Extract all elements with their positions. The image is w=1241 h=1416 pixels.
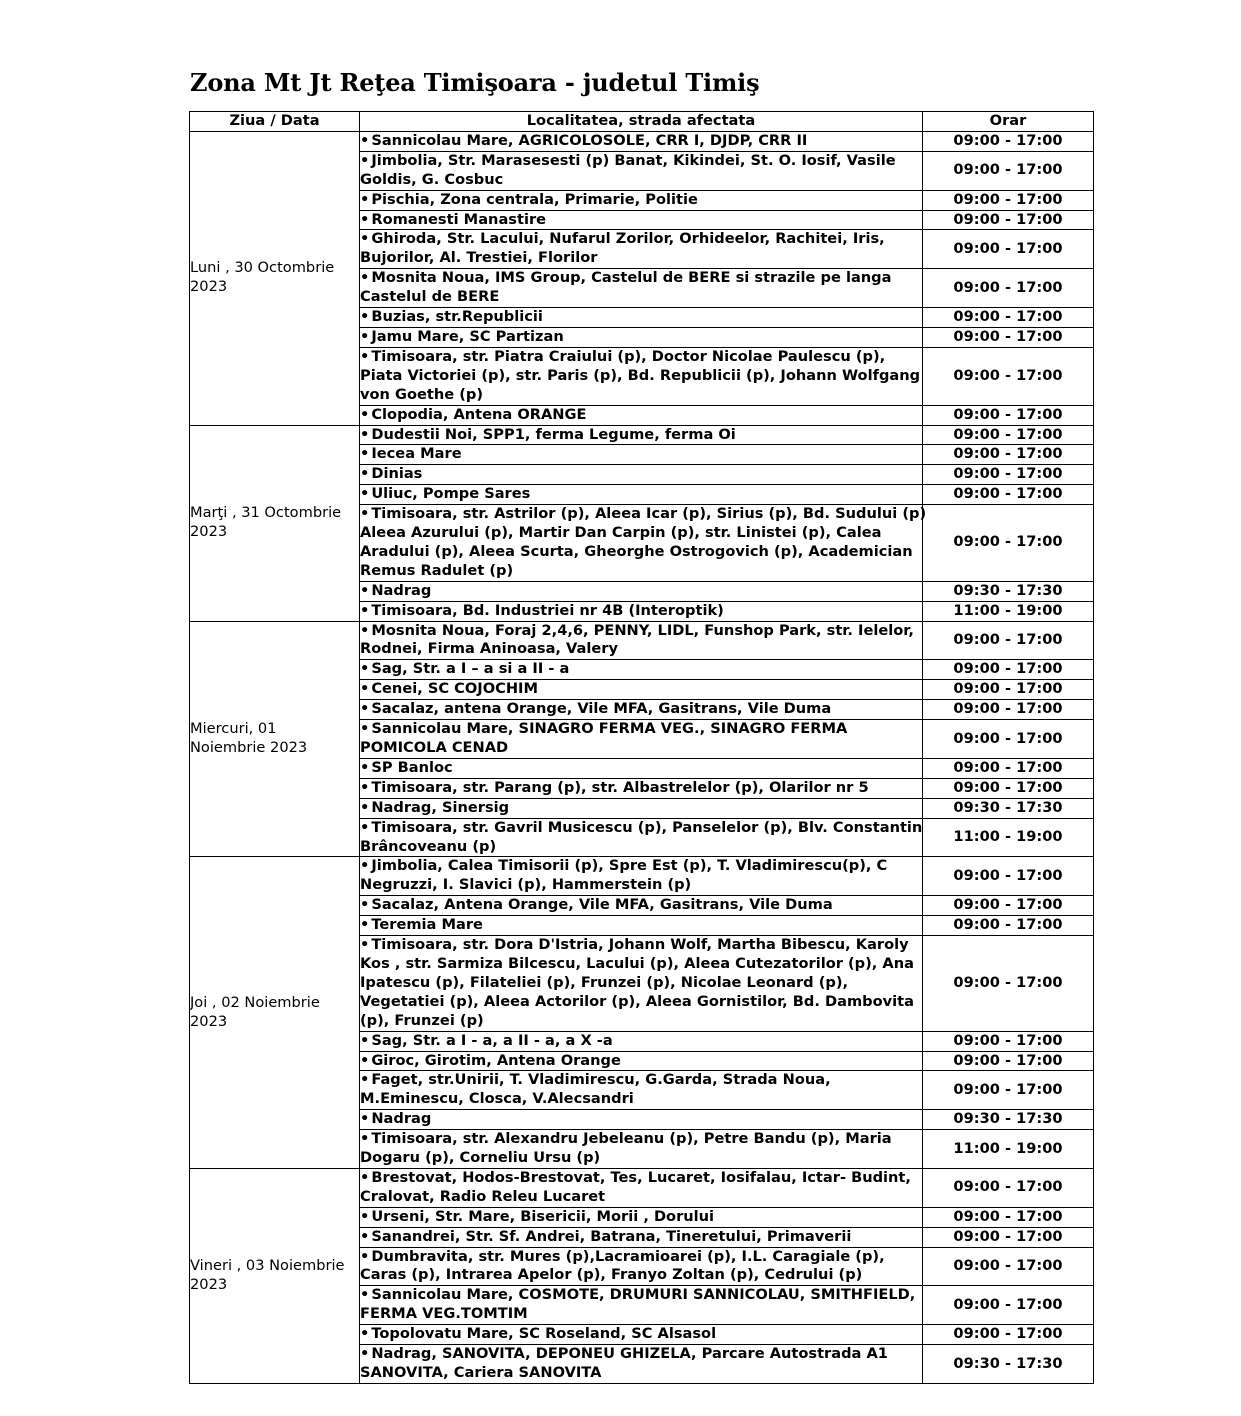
location-text: Negruzzi, I. Slavici (p), Hammerstein (p) (360, 876, 692, 894)
location-cell (360, 936, 923, 1032)
bullet-icon: • (360, 818, 370, 836)
day-date-text: Miercuri, 01 (190, 720, 277, 738)
location-text: Dinias (371, 465, 423, 483)
location-line (360, 1130, 922, 1149)
page-title: Zona Mt Jt Reţea Timişoara - judetul Timiş (190, 68, 760, 97)
schedule-time-cell: 11:00 - 19:00 (923, 818, 1094, 857)
schedule-time-cell: 09:00 - 17:00 (923, 425, 1094, 445)
location-line (360, 700, 922, 719)
bullet-icon: • (360, 485, 370, 503)
table-row (190, 857, 1094, 896)
day-date-cell (190, 131, 360, 425)
bullet-icon: • (360, 1071, 370, 1089)
schedule-time-cell: 09:00 - 17:00 (923, 131, 1094, 151)
location-text: von Goethe (p) (360, 385, 484, 403)
location-text: Jimbolia, Str. Marasesesti (p) Banat, Kikindei, St. O. Iosif, Vasile (371, 151, 896, 169)
header-schedule: Orar (923, 112, 1094, 132)
location-cell (360, 1247, 923, 1286)
location-line (360, 819, 922, 838)
schedule-time-cell: 09:00 - 17:00 (923, 269, 1094, 308)
bullet-icon: • (360, 1207, 370, 1225)
schedule-time-cell: 09:00 - 17:00 (923, 700, 1094, 720)
location-text: Rodnei, Firma Aninoasa, Valery (360, 640, 618, 658)
location-line (360, 1208, 922, 1227)
location-cell (360, 308, 923, 328)
location-cell (360, 210, 923, 230)
location-line (360, 1228, 922, 1247)
bullet-icon: • (360, 601, 370, 619)
location-line (360, 1325, 922, 1344)
schedule-time-cell: 09:00 - 17:00 (923, 936, 1094, 1032)
location-line (360, 505, 927, 524)
bullet-icon: • (360, 1130, 370, 1148)
location-line (360, 857, 922, 876)
location-line (360, 230, 922, 249)
location-text: Goldis, G. Cosbuc (360, 170, 504, 188)
schedule-time-cell: 09:00 - 17:00 (923, 465, 1094, 485)
day-date-text: Luni , 30 Octombrie (190, 259, 335, 277)
location-text: Aleea Azurului (p), Martir Dan Carpin (p), str. Linistei (p), Calea (360, 524, 882, 542)
bullet-icon: • (360, 700, 370, 718)
location-text: Timisoara, str. Parang (p), str. Albastrelelor (p), Olarilor nr 5 (371, 778, 869, 796)
location-cell (360, 1130, 923, 1169)
schedule-time-cell: 09:30 - 17:30 (923, 1345, 1094, 1384)
day-date-text: Vineri , 03 Noiembrie (190, 1257, 345, 1275)
schedule-time-cell: 09:00 - 17:00 (923, 758, 1094, 778)
location-text: FERMA VEG.TOMTIM (360, 1305, 528, 1323)
location-cell (360, 680, 923, 700)
schedule-time-cell: 09:00 - 17:00 (923, 1051, 1094, 1071)
location-line (360, 622, 922, 641)
location-cell (360, 1168, 923, 1207)
location-line (360, 759, 922, 778)
location-line (360, 720, 922, 739)
location-line (360, 1345, 922, 1364)
location-line (360, 406, 922, 425)
location-text: Sannicolau Mare, SINAGRO FERMA VEG., SINAGRO FERMA (371, 720, 848, 738)
day-date-cell (190, 621, 360, 857)
location-cell (360, 151, 923, 190)
location-line (360, 191, 922, 210)
bullet-icon: • (360, 1247, 370, 1265)
location-text: Timisoara, str. Alexandru Jebeleanu (p), Petre Bandu (p), Maria (371, 1130, 892, 1148)
location-text: Aradului (p), Aleea Scurta, Gheorghe Ostrogovich (p), Academician (360, 542, 913, 560)
table-row (190, 621, 1094, 660)
schedule-time-cell: 09:00 - 17:00 (923, 896, 1094, 916)
schedule-time-cell: 11:00 - 19:00 (923, 601, 1094, 621)
schedule-time-cell: 09:00 - 17:00 (923, 1207, 1094, 1227)
location-cell (360, 818, 923, 857)
location-text: Sag, Str. a I – a si a II - a (371, 660, 570, 678)
location-text: Uliuc, Pompe Sares (371, 485, 531, 503)
location-cell (360, 857, 923, 896)
location-line (360, 1286, 922, 1305)
location-text: Timisoara, str. Dora D'Istria, Johann Wolf, Martha Bibescu, Karoly (371, 936, 909, 954)
location-line (360, 328, 922, 347)
bullet-icon: • (360, 1031, 370, 1049)
schedule-time-cell: 09:00 - 17:00 (923, 720, 1094, 759)
day-date-text: 2023 (190, 1012, 228, 1030)
location-text: Faget, str.Unirii, T. Vladimirescu, G.Garda, Strada Noua, (371, 1071, 831, 1089)
location-text: Clopodia, Antena ORANGE (371, 405, 587, 423)
location-line (360, 896, 922, 915)
location-text: Ghiroda, Str. Lacului, Nufarul Zorilor, Orhideelor, Rachitei, Iris, (371, 230, 885, 248)
bullet-icon: • (360, 1325, 370, 1343)
location-text: Nadrag, SANOVITA, DEPONEU GHIZELA, Parcare Autostrada A1 (371, 1345, 888, 1363)
location-cell (360, 131, 923, 151)
day-date-text: Joi , 02 Noiembrie (190, 993, 320, 1011)
schedule-time-cell: 09:30 - 17:30 (923, 1110, 1094, 1130)
location-line (360, 308, 922, 327)
location-text: (p), Frunzei (p) (360, 1011, 484, 1029)
location-cell (360, 1286, 923, 1325)
location-line (360, 936, 922, 955)
location-line (360, 1110, 922, 1129)
bullet-icon: • (360, 1286, 370, 1304)
location-text: Teremia Mare (371, 916, 483, 934)
day-date-text: Marţi , 31 Octombrie (190, 504, 342, 522)
location-text: Mosnita Noua, IMS Group, Castelul de BERE si strazile pe langa (371, 269, 892, 287)
location-line (360, 1052, 922, 1071)
location-line (360, 680, 922, 699)
location-text: M.Eminescu, Closca, V.Alecsandri (360, 1090, 634, 1108)
location-cell (360, 1207, 923, 1227)
day-date-cell (190, 1168, 360, 1383)
table-header-row (190, 112, 1094, 132)
bullet-icon: • (360, 347, 370, 365)
location-text: POMICOLA CENAD (360, 739, 509, 756)
location-text: Brâncoveanu (p) (360, 837, 497, 855)
schedule-time-cell: 09:00 - 17:00 (923, 1031, 1094, 1051)
day-date-cell (190, 857, 360, 1169)
location-text: Timisoara, str. Astrilor (p), Aleea Icar (p), Sirius (p), Bd. Sudului (p) (371, 505, 927, 523)
location-cell (360, 425, 923, 445)
location-text: Kos , str. Sarmiza Bilcescu, Lacului (p), Aleea Cutezatorilor (p), Ana (360, 954, 914, 972)
bullet-icon: • (360, 327, 370, 345)
bullet-icon: • (360, 230, 370, 248)
location-cell (360, 347, 923, 405)
schedule-time-cell: 09:00 - 17:00 (923, 778, 1094, 798)
location-cell (360, 1051, 923, 1071)
schedule-time-cell: 09:00 - 17:00 (923, 210, 1094, 230)
location-text: Dogaru (p), Corneliu Ursu (p) (360, 1149, 601, 1167)
schedule-time-cell: 09:00 - 17:00 (923, 1168, 1094, 1207)
header-day: Ziua / Data (190, 112, 360, 132)
bullet-icon: • (360, 680, 370, 698)
location-cell (360, 720, 923, 759)
location-cell (360, 190, 923, 210)
location-line (360, 348, 922, 367)
location-line (360, 660, 922, 679)
bullet-icon: • (360, 425, 370, 443)
location-text: Nadrag, Sinersig (371, 798, 510, 816)
day-date-text: Noiembrie 2023 (190, 739, 308, 756)
location-cell (360, 601, 923, 621)
schedule-time-cell: 09:00 - 17:00 (923, 1227, 1094, 1247)
schedule-time-cell: 09:00 - 17:00 (923, 405, 1094, 425)
bullet-icon: • (360, 210, 370, 228)
bullet-icon: • (360, 1110, 370, 1128)
location-text: Cralovat, Radio Releu Lucaret (360, 1187, 606, 1205)
location-text: Sannicolau Mare, COSMOTE, DRUMURI SANNICOLAU, SMITHFIELD, (371, 1286, 916, 1304)
location-cell (360, 327, 923, 347)
bullet-icon: • (360, 131, 370, 149)
location-text: Remus Radulet (p) (360, 561, 514, 579)
bullet-icon: • (360, 758, 370, 776)
location-line (360, 465, 922, 484)
location-line (360, 1248, 922, 1267)
location-cell (360, 798, 923, 818)
location-cell (360, 230, 923, 269)
bullet-icon: • (360, 936, 370, 954)
bullet-icon: • (360, 778, 370, 796)
bullet-icon: • (360, 660, 370, 678)
bullet-icon: • (360, 916, 370, 934)
location-text: Timisoara, Bd. Industriei nr 4B (Interoptik) (371, 601, 724, 619)
location-cell (360, 1110, 923, 1130)
location-line (360, 916, 922, 935)
location-cell (360, 1031, 923, 1051)
day-date-text: 2023 (190, 278, 228, 296)
location-text: SP Banloc (371, 758, 453, 776)
bullet-icon: • (360, 857, 370, 875)
location-cell (360, 581, 923, 601)
bullet-icon: • (360, 1168, 370, 1186)
bullet-icon: • (360, 581, 370, 599)
schedule-time-cell: 09:00 - 17:00 (923, 857, 1094, 896)
bullet-icon: • (360, 720, 370, 738)
schedule-time-cell: 09:00 - 17:00 (923, 151, 1094, 190)
schedule-time-cell: 09:30 - 17:30 (923, 798, 1094, 818)
location-text: Piata Victoriei (p), str. Paris (p), Bd. Republicii (p), Johann Wolfgang (360, 366, 921, 384)
day-date-text: 2023 (190, 523, 228, 541)
schedule-time-cell: 09:00 - 17:00 (923, 485, 1094, 505)
day-date-cell (190, 425, 360, 621)
schedule-time-cell: 09:00 - 17:00 (923, 347, 1094, 405)
location-text: Sanandrei, Str. Sf. Andrei, Batrana, Tineretului, Primaverii (371, 1227, 852, 1245)
table-body (190, 131, 1094, 1383)
location-cell (360, 916, 923, 936)
location-line (360, 1071, 922, 1090)
location-line (360, 602, 922, 621)
header-location: Localitatea, strada afectata (360, 112, 923, 132)
location-text: Romanesti Manastire (371, 210, 547, 228)
location-text: Topolovatu Mare, SC Roseland, SC Alsasol (371, 1325, 717, 1343)
location-text: Sacalaz, antena Orange, Vile MFA, Gasitrans, Vile Duma (371, 700, 832, 718)
location-text: Timisoara, str. Gavril Musicescu (p), Panselelor (p), Blv. Constantin (371, 818, 923, 836)
schedule-time-cell: 09:00 - 17:00 (923, 660, 1094, 680)
table-row (190, 1168, 1094, 1207)
schedule-time-cell: 11:00 - 19:00 (923, 1130, 1094, 1169)
schedule-time-cell: 09:00 - 17:00 (923, 190, 1094, 210)
bullet-icon: • (360, 896, 370, 914)
location-text: Jimbolia, Calea Timisorii (p), Spre Est (p), T. Vladimirescu(p), C (371, 857, 888, 875)
location-cell (360, 1325, 923, 1345)
bullet-icon: • (360, 1051, 370, 1069)
location-text: Sacalaz, Antena Orange, Vile MFA, Gasitrans, Vile Duma (371, 896, 833, 914)
location-text: Nadrag (371, 581, 432, 599)
location-line (360, 426, 922, 445)
location-text: Buzias, str.Republicii (371, 308, 543, 326)
location-cell (360, 1227, 923, 1247)
day-date-text: 2023 (190, 1275, 228, 1293)
location-text: Vegetatiei (p), Aleea Actorilor (p), Aleea Gornistilor, Bd. Dambovita (360, 992, 914, 1010)
bullet-icon: • (360, 151, 370, 169)
schedule-time-cell: 09:30 - 17:30 (923, 581, 1094, 601)
location-line (360, 485, 922, 504)
bullet-icon: • (360, 465, 370, 483)
table-row (190, 131, 1094, 151)
location-cell (360, 505, 927, 582)
location-line (360, 269, 922, 288)
location-line (360, 779, 922, 798)
outage-schedule-table (189, 111, 1094, 1384)
bullet-icon: • (360, 308, 370, 326)
location-cell (360, 758, 923, 778)
location-line (360, 211, 922, 230)
bullet-icon: • (360, 445, 370, 463)
schedule-time-cell: 09:00 - 17:00 (923, 505, 1094, 582)
location-cell (360, 896, 923, 916)
schedule-time-cell: 09:00 - 17:00 (923, 445, 1094, 465)
location-text: Dudestii Noi, SPP1, ferma Legume, ferma Oi (371, 425, 736, 443)
location-text: Timisoara, str. Piatra Craiului (p), Doctor Nicolae Paulescu (p), (371, 347, 886, 365)
schedule-time-cell: 09:00 - 17:00 (923, 308, 1094, 328)
bullet-icon: • (360, 405, 370, 423)
schedule-time-cell: 09:00 - 17:00 (923, 621, 1094, 660)
location-text: Giroc, Girotim, Antena Orange (371, 1051, 621, 1069)
location-text: Castelul de BERE (360, 288, 500, 306)
bullet-icon: • (360, 1227, 370, 1245)
schedule-time-cell: 09:00 - 17:00 (923, 230, 1094, 269)
location-text: Jamu Mare, SC Partizan (371, 327, 564, 345)
schedule-time-cell: 09:00 - 17:00 (923, 1286, 1094, 1325)
location-text: Pischia, Zona centrala, Primarie, Politie (371, 190, 698, 208)
location-text: Sannicolau Mare, AGRICOLOSOLE, CRR I, DJDP, CRR II (371, 131, 808, 149)
bullet-icon: • (360, 190, 370, 208)
location-cell (360, 660, 923, 680)
location-text: Mosnita Noua, Foraj 2,4,6, PENNY, LIDL, Funshop Park, str. Ielelor, (371, 621, 914, 639)
location-text: Brestovat, Hodos-Brestovat, Tes, Lucaret, Iosifalau, Ictar- Budint, (371, 1168, 911, 1186)
location-cell (360, 465, 923, 485)
location-text: Cenei, SC COJOCHIM (371, 680, 538, 698)
table-row (190, 425, 1094, 445)
location-cell (360, 1345, 923, 1384)
location-line (360, 582, 922, 601)
location-line (360, 1032, 922, 1051)
schedule-time-cell: 09:00 - 17:00 (923, 327, 1094, 347)
schedule-time-cell: 09:00 - 17:00 (923, 1071, 1094, 1110)
location-text: Urseni, Str. Mare, Bisericii, Morii , Dorului (371, 1207, 715, 1225)
location-text: Sag, Str. a I - a, a II - a, a X -a (371, 1031, 613, 1049)
location-cell (360, 269, 923, 308)
bullet-icon: • (360, 621, 370, 639)
location-text: Caras (p), Intrarea Apelor (p), Franyo Zoltan (p), Cedrului (p) (360, 1266, 863, 1284)
bullet-icon: • (360, 1345, 370, 1363)
schedule-time-cell: 09:00 - 17:00 (923, 916, 1094, 936)
location-cell (360, 1071, 923, 1110)
bullet-icon: • (360, 269, 370, 287)
location-line (360, 799, 922, 818)
location-cell (360, 700, 923, 720)
location-line (360, 152, 922, 171)
schedule-time-cell: 09:00 - 17:00 (923, 1247, 1094, 1286)
location-text: Ipatescu (p), Filateliei (p), Frunzei (p), Nicolae Leonard (p), (360, 973, 849, 991)
location-text: Iecea Mare (371, 445, 462, 463)
location-line (360, 1169, 922, 1188)
schedule-time-cell: 09:00 - 17:00 (923, 680, 1094, 700)
location-line (360, 445, 922, 464)
location-line (360, 132, 922, 151)
location-text: Bujorilor, Al. Trestiei, Florilor (360, 249, 598, 267)
location-cell (360, 621, 923, 660)
location-cell (360, 405, 923, 425)
location-text: SANOVITA, Cariera SANOVITA (360, 1364, 602, 1381)
location-cell (360, 778, 923, 798)
bullet-icon: • (360, 798, 370, 816)
location-cell (360, 485, 923, 505)
bullet-icon: • (360, 505, 370, 523)
location-cell (360, 445, 923, 465)
location-text: Dumbravita, str. Mures (p),Lacramioarei (p), I.L. Caragiale (p), (371, 1247, 885, 1265)
location-text: Nadrag (371, 1110, 432, 1128)
schedule-time-cell: 09:00 - 17:00 (923, 1325, 1094, 1345)
